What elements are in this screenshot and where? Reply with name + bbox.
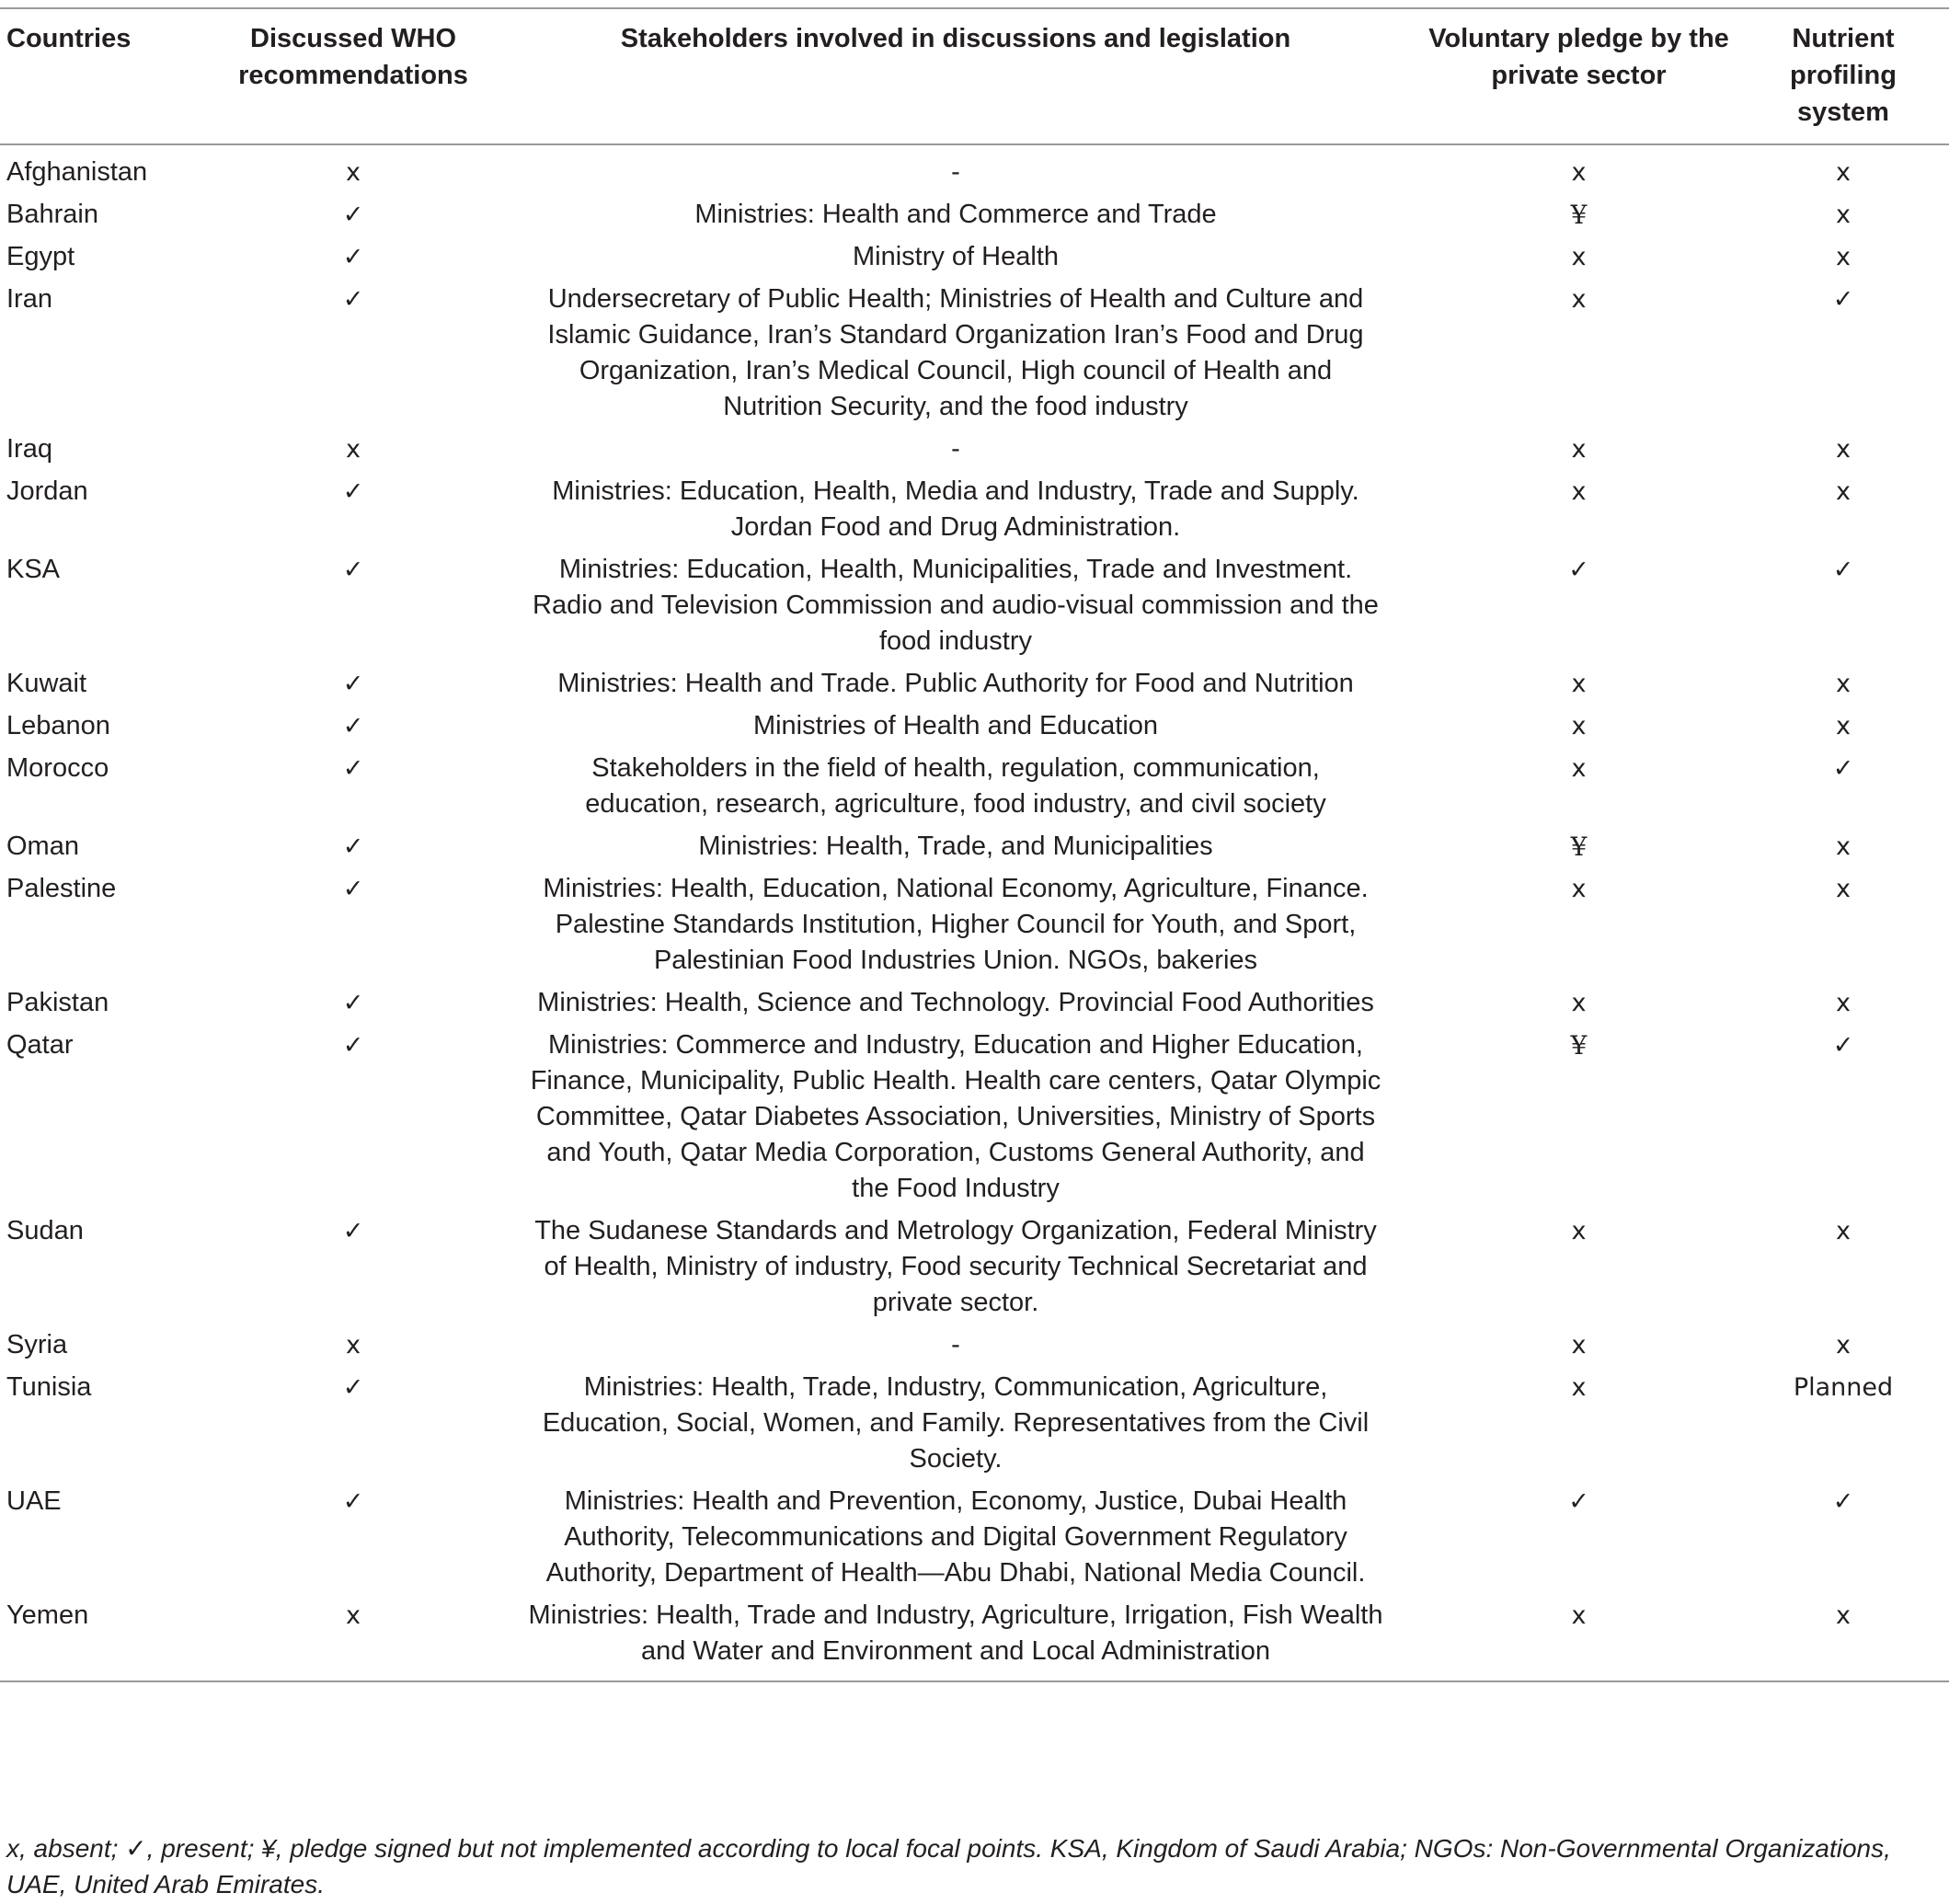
nutrient-cell: ✓ xyxy=(1832,754,1854,783)
country-cell: Sudan xyxy=(6,1216,84,1245)
table-row xyxy=(0,144,1949,194)
table-row xyxy=(0,1367,1949,1481)
stakeholders-cell: Ministries of Health and Education xyxy=(752,711,1159,740)
country-cell: Iraq xyxy=(6,434,52,464)
table-header xyxy=(0,8,1949,144)
nutrient-cell: Planned xyxy=(1793,1373,1894,1402)
pledge-cell: ✓ xyxy=(1568,556,1589,584)
stakeholders-cell: Ministries: Health, Trade, and Municipalities xyxy=(698,832,1213,861)
table-row xyxy=(0,279,1949,429)
who-cell: x xyxy=(346,1601,361,1630)
who-cell: ✓ xyxy=(342,754,364,783)
stakeholders-cell: Ministries: Health and Prevention, Economy, Justice, Dubai Health Authority, Telecommunications and Digital Government Regulatory Authority, Department of Health—Abu Dhabi, National Media Council. xyxy=(545,1486,1366,1588)
country-cell: Tunisia xyxy=(6,1372,92,1402)
who-cell: x xyxy=(346,158,361,187)
pledge-cell: ¥ xyxy=(1570,200,1588,230)
nutrient-cell: x xyxy=(1836,875,1851,903)
country-cell: Afghanistan xyxy=(6,157,148,187)
table-row xyxy=(0,1325,1949,1367)
stakeholders-cell: Ministries: Commerce and Industry, Education and Higher Education, Finance, Municipality, Public Health. Health care centers, Qatar Olympic Committee, Qatar Diabetes Association, Universities, Ministry of Sports and Youth, Qatar Media Corporation, Customs General Authority, and the Food Industry xyxy=(530,1030,1381,1203)
table-row xyxy=(0,868,1949,982)
who-cell: x xyxy=(346,1331,361,1359)
pledge-cell: x xyxy=(1571,1331,1587,1359)
stakeholders-cell: - xyxy=(951,1330,960,1359)
policy-table xyxy=(0,7,1949,1682)
pledge-cell: x xyxy=(1571,1373,1587,1402)
pledge-cell: ¥ xyxy=(1570,1030,1588,1061)
table-row xyxy=(0,1481,1949,1595)
pledge-cell: x xyxy=(1571,670,1587,698)
country-cell: Palestine xyxy=(6,874,117,903)
stakeholders-cell: Ministries: Education, Health, Media and Industry, Trade and Supply. Jordan Food and Drug Administration. xyxy=(552,476,1359,542)
table-row xyxy=(0,1595,1949,1681)
pledge-cell: x xyxy=(1571,243,1587,271)
stakeholders-cell: Ministries: Health, Trade and Industry, Agriculture, Irrigation, Fish Wealth and Water and Environment and Local Administration xyxy=(528,1600,1383,1666)
who-cell: ✓ xyxy=(342,670,364,698)
header-nutrient-profiling: Nutrient profiling system xyxy=(1790,24,1897,127)
table-row xyxy=(0,236,1949,279)
country-cell: Oman xyxy=(6,832,79,861)
pledge-cell: x xyxy=(1571,712,1587,740)
country-cell: Yemen xyxy=(6,1600,89,1630)
country-cell: KSA xyxy=(6,555,61,584)
country-cell: Lebanon xyxy=(6,711,110,740)
table-row xyxy=(0,1210,1949,1325)
who-cell: ✓ xyxy=(342,1217,364,1245)
pledge-cell: ¥ xyxy=(1570,832,1588,862)
table-footnote: x, absent; ✓, present; ¥, pledge signed but not implemented according to local focal points. KSA, Kingdom of Saudi Arabia; NGOs: Non-Governmental Organizations, UAE, United Arab Emirates. xyxy=(6,1834,1891,1898)
country-cell: Egypt xyxy=(6,242,75,271)
country-cell: Pakistan xyxy=(6,988,109,1017)
nutrient-cell: x xyxy=(1836,670,1851,698)
table-row xyxy=(0,705,1949,748)
who-cell: x xyxy=(346,435,361,464)
country-cell: Bahrain xyxy=(6,200,98,229)
country-cell: Morocco xyxy=(6,753,109,783)
pledge-cell: x xyxy=(1571,1601,1587,1630)
who-cell: ✓ xyxy=(342,201,364,229)
country-cell: Qatar xyxy=(6,1030,74,1060)
pledge-cell: x xyxy=(1571,1217,1587,1245)
nutrient-cell: x xyxy=(1836,243,1851,271)
pledge-cell: x xyxy=(1571,285,1587,314)
nutrient-cell: x xyxy=(1836,1331,1851,1359)
who-cell: ✓ xyxy=(342,243,364,271)
nutrient-cell: x xyxy=(1836,712,1851,740)
pledge-cell: x xyxy=(1571,158,1587,187)
stakeholders-cell: Ministries: Health, Education, National Economy, Agriculture, Finance. Palestine Standards Institution, Higher Council for Youth, and Sport, Palestinian Food Industries Union. NGOs, bakeries xyxy=(543,874,1369,975)
table-row xyxy=(0,1025,1949,1210)
table-row xyxy=(0,663,1949,705)
who-cell: ✓ xyxy=(342,832,364,861)
stakeholders-cell: The Sudanese Standards and Metrology Organization, Federal Ministry of Health, Ministry of industry, Food security Technical Secretariat and private sector. xyxy=(534,1216,1377,1317)
pledge-cell: ✓ xyxy=(1568,1487,1589,1516)
pledge-cell: x xyxy=(1571,477,1587,506)
header-who-recommendations: Discussed WHO recommendations xyxy=(238,24,468,90)
who-cell: ✓ xyxy=(342,285,364,314)
stakeholders-cell: Ministries: Education, Health, Municipalities, Trade and Investment. Radio and Television Commission and audio-visual commission and the food industry xyxy=(533,555,1379,656)
country-cell: Jordan xyxy=(6,476,88,506)
who-cell: ✓ xyxy=(342,1031,364,1060)
stakeholders-cell: Stakeholders in the field of health, regulation, communication, education, research, agriculture, food industry, and civil society xyxy=(585,753,1326,819)
nutrient-cell: x xyxy=(1836,1601,1851,1630)
stakeholders-cell: Undersecretary of Public Health; Ministries of Health and Culture and Islamic Guidance, Iran’s Standard Organization Iran’s Food and Drug Organization, Iran’s Medical Council, High council of Health and Nutrition Security, and the food industry xyxy=(547,284,1364,421)
who-cell: ✓ xyxy=(342,712,364,740)
stakeholders-cell: - xyxy=(951,434,960,464)
who-cell: ✓ xyxy=(342,556,364,584)
stakeholders-cell: - xyxy=(951,157,960,187)
pledge-cell: x xyxy=(1571,875,1587,903)
nutrient-cell: x xyxy=(1836,832,1851,861)
nutrient-cell: ✓ xyxy=(1832,1031,1854,1060)
pledge-cell: x xyxy=(1571,435,1587,464)
table-row xyxy=(0,982,1949,1025)
pledge-cell: x xyxy=(1571,989,1587,1017)
country-cell: Iran xyxy=(6,284,52,314)
header-row xyxy=(0,8,1949,144)
stakeholders-cell: Ministries: Health, Trade, Industry, Communication, Agriculture, Education, Social, Women, and Family. Representatives from the Civil Society. xyxy=(542,1372,1370,1474)
table-row xyxy=(0,429,1949,471)
table-row xyxy=(0,826,1949,868)
stakeholders-cell: Ministries: Health, Science and Technology. Provincial Food Authorities xyxy=(537,988,1374,1017)
country-cell: Syria xyxy=(6,1330,68,1359)
header-countries: Countries xyxy=(6,24,132,53)
nutrient-cell: x xyxy=(1836,1217,1851,1245)
header-stakeholders: Stakeholders involved in discussions and legislation xyxy=(620,24,1291,53)
nutrient-cell: ✓ xyxy=(1832,285,1854,314)
table-body xyxy=(0,144,1949,1681)
stakeholders-cell: Ministries: Health and Trade. Public Authority for Food and Nutrition xyxy=(557,669,1354,698)
nutrient-cell: ✓ xyxy=(1832,1487,1854,1516)
table-row xyxy=(0,549,1949,663)
table-row xyxy=(0,471,1949,549)
stakeholders-cell: Ministries: Health and Commerce and Trade xyxy=(694,200,1217,229)
who-cell: ✓ xyxy=(342,477,364,506)
who-cell: ✓ xyxy=(342,875,364,903)
header-voluntary-pledge: Voluntary pledge by the private sector xyxy=(1428,24,1729,90)
country-cell: UAE xyxy=(6,1486,62,1516)
who-cell: ✓ xyxy=(342,989,364,1017)
table-row xyxy=(0,194,1949,236)
nutrient-cell: x xyxy=(1836,201,1851,229)
pledge-cell: x xyxy=(1571,754,1587,783)
who-cell: ✓ xyxy=(342,1487,364,1516)
nutrient-cell: x xyxy=(1836,989,1851,1017)
table-row xyxy=(0,748,1949,826)
nutrient-cell: ✓ xyxy=(1832,556,1854,584)
who-cell: ✓ xyxy=(342,1373,364,1402)
nutrient-cell: x xyxy=(1836,435,1851,464)
country-cell: Kuwait xyxy=(6,669,87,698)
stakeholders-cell: Ministry of Health xyxy=(852,242,1059,271)
nutrient-cell: x xyxy=(1836,477,1851,506)
nutrient-cell: x xyxy=(1836,158,1851,187)
